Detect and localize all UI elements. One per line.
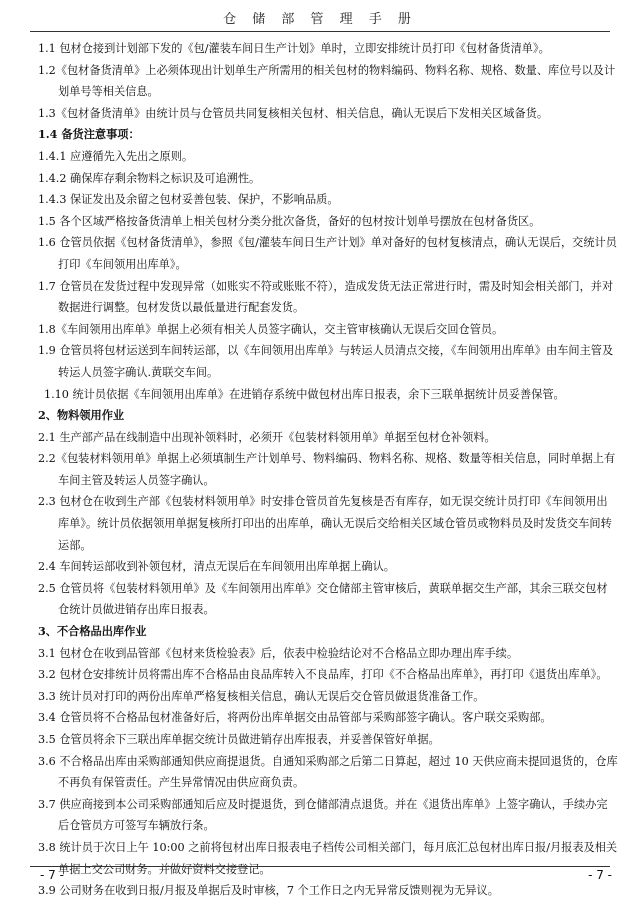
paragraph-3-9: 3.9 公司财务在收到日报/月报及单据后及时审核，7 个工作日之内无异常反馈则视为无异议。 bbox=[38, 884, 499, 898]
paragraph-1-4-2: 1.4.2 确保库存剩余物料之标识及可追溯性。 bbox=[38, 171, 261, 185]
paragraph-3-3: 3.3 统计员对打印的两份出库单严格复核相关信息，确认无误后交仓管员做退货准备工作。 bbox=[38, 689, 485, 703]
paragraph-2-5: 2.5 仓管员将《包装材料领用单》及《车间领用出库单》交仓储部主管审核后，黄联单据交生产部，其余三联交包材仓统计员做进销存出库日报表。 bbox=[38, 581, 608, 617]
paragraph-3-8: 3.8 统计员于次日上午 10:00 之前将包材出库日报表电子档传公司相关部门，每月底汇总包材出库日报/月报表及相关单据上交公司财务。并做好资料交接登记。 bbox=[38, 840, 618, 876]
footer-rule bbox=[30, 866, 610, 867]
header-rule bbox=[30, 31, 610, 32]
paragraph-1-1: 1.1 包材仓接到计划部下发的《包/灌装车间日生产计划》单时，立即安排统计员打印《包材备货清单》。 bbox=[38, 42, 550, 55]
paragraph-1-7: 1.7 仓管员在发货过程中发现异常（如账实不符或账账不符），造成发货无法正常进行时，需及时知会相关部门，并对数据进行调整。包材发货以最低量进行配套发货。 bbox=[38, 279, 614, 315]
section-heading-2: 2、物料领用作业 bbox=[38, 408, 125, 423]
paragraph-3-4: 3.4 仓管员将不合格品包材准备好后，将两份出库单据交由品管部与采购部签字确认。客户联交采购部。 bbox=[38, 711, 552, 725]
paragraph-3-5: 3.5 仓管员将余下三联出库单据交统计员做进销存出库报表，并妥善保管好单据。 bbox=[38, 733, 440, 746]
paragraph-1-4-1: 1.4.1 应遵循先入先出之原则。 bbox=[38, 149, 194, 163]
document-body bbox=[38, 38, 618, 902]
paragraph-1-4-3: 1.4.3 保证发出及余留之包材妥善包装、保护，不影响品质。 bbox=[38, 193, 339, 207]
paragraph-1-3: 1.3《包材备货清单》由统计员与仓管员共同复核相关包材、相关信息，确认无误后下发相关区域备货。 bbox=[38, 106, 549, 120]
paragraph-1-8: 1.8《车间领用出库单》单据上必须有相关人员签字确认，交主管审核确认无误后交回仓管员。 bbox=[38, 322, 504, 336]
page-header-title: 仓 储 部 管 理 手 册 bbox=[223, 12, 417, 27]
page-number-right: - 7 - bbox=[588, 868, 612, 882]
paragraph-2-2: 2.2《包装材料领用单》单据上必须填制生产计划单号、物料编码、物料名称、规格、数量等相关信息，同时单据上有车间主管及转运人员签字确认。 bbox=[38, 452, 616, 487]
paragraph-1-9: 1.9 仓管员将包材运送到车间转运部，以《车间领用出库单》与转运人员清点交接，《车间领用出库单》由车间主管及转运人员签字确认.黄联交车间。 bbox=[38, 344, 614, 379]
paragraph-1-5: 1.5 各个区域严格按备货清单上相关包材分类分批次备货，备好的包材按计划单号摆放在包材备货区。 bbox=[38, 214, 541, 228]
paragraph-2-3: 2.3 包材仓在收到生产部《包装材料领用单》时安排仓管员首先复核是否有库存，如无误交统计员打印《车间领用出库单》。统计员依据领用单据复核所打印出的出库单，确认无误后交给相关区域仓管员或物料员及时发货交车间转运部。 bbox=[38, 495, 612, 552]
paragraph-2-1: 2.1 生产部产品在线制造中出现补领料时，必须开《包装材料领用单》单据至包材仓补领料。 bbox=[38, 430, 496, 444]
paragraph-1-6: 1.6 仓管员依据《包材备货清单》，参照《包/灌装车间日生产计划》单对备好的包材复核清点，确认无误后，交统计员打印《车间领用出库单》。 bbox=[38, 236, 617, 271]
paragraph-3-2: 3.2 包材仓安排统计员将需出库不合格品由良品库转入不良品库，打印《不合格品出库单》，再打印《退货出库单》。 bbox=[38, 668, 608, 682]
paragraph-1-10: 1.10 统计员依据《车间领用出库单》在进销存系统中做包材出库日报表，余下三联单据统计员妥善保管。 bbox=[44, 387, 565, 401]
section-heading-3: 3、不合格品出库作业 bbox=[38, 624, 147, 639]
paragraph-3-7: 3.7 供应商接到本公司采购部通知后应及时提退货，到仓储部清点退货。并在《退货出库单》上签字确认，手续办完后仓管员方可签写车辆放行条。 bbox=[38, 797, 608, 833]
paragraph-3-1: 3.1 包材仓在收到品管部《包材来货检验表》后，依表中检验结论对不合格品立即办理出库手续。 bbox=[38, 646, 519, 660]
paragraph-3-6: 3.6 不合格品出库由采购部通知供应商提退货。自通知采购部之后第二日算起，超过 10 天供应商未提回退货的，仓库不再负有保管责任。产生异常情况由供应商负责。 bbox=[38, 754, 618, 790]
section-heading-1-4: 1.4 备货注意事项： bbox=[38, 127, 140, 142]
paragraph-2-4: 2.4 车间转运部收到补领包材，清点无误后在车间领用出库单据上确认。 bbox=[38, 560, 395, 574]
page-number-left: - 7 - bbox=[40, 868, 64, 882]
paragraph-1-2: 1.2《包材备货清单》上必须体现出计划单生产所需用的相关包材的物料编码、物料名称、规格、数量、库位号以及计划单号等相关信息。 bbox=[38, 63, 616, 99]
